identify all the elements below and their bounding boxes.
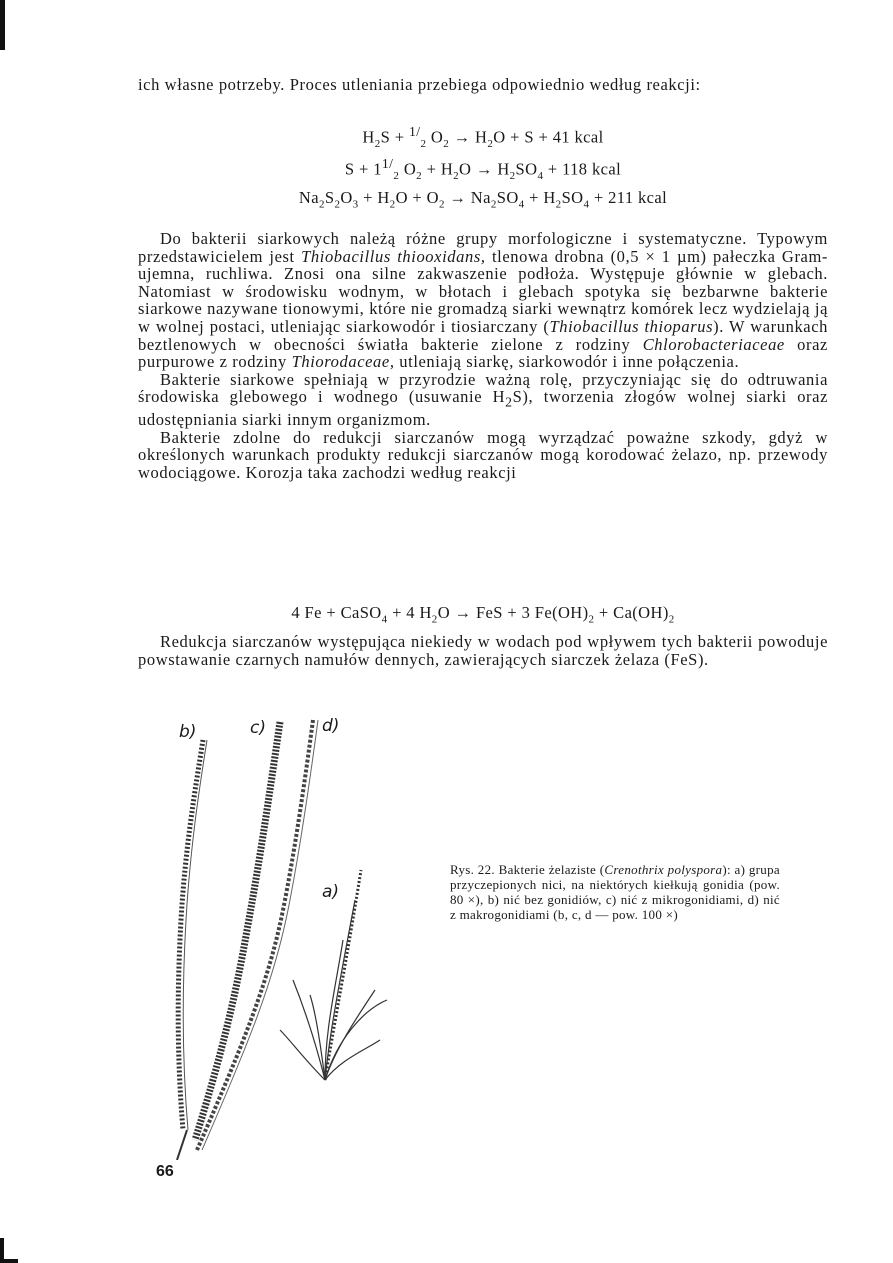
- label-c: c): [250, 718, 266, 738]
- paragraph-sulfur-bacteria: Do bakterii siarkowych należą różne grupy morfologiczne i systematyczne. Typowym przedstawicielem jest Thiobacillus thiooxidans, tlenowa drobna (0,5 × 1 µm) pałeczka Gram-ujemna, ruchliwa. Znosi ona silne zakwaszenie podłoża. Występuje głównie w glebach. Natomiast w środowisku wodnym, w błotach i glebach spotyka się bezbarwne bakterie siarkowe nazywane tionowymi, które nie gromadzą siarki wewnątrz komórek lecz wydzielają ją w wolnej postaci, utleniając siarkowodór i tiosiarczany (Thiobacillus thioparus). W warunkach beztlenowych w obecności światła bakterie zielone z rodziny Chlorobacteriaceae oraz purpurowe z rodziny Thiorodaceae, utleniają siarkę, siarkowodór i inne połączenia.: [138, 229, 828, 372]
- intro-paragraph: ich własne potrzeby. Proces utleniania przebiega odpowiednio według reakcji:: [138, 75, 701, 94]
- figure-crenothrix: [165, 710, 395, 1160]
- scan-edge-mark-bottom: [0, 1238, 18, 1263]
- body-text-lower: [138, 633, 828, 668]
- filament-c: [195, 722, 280, 1140]
- filament-base: [177, 1130, 187, 1160]
- filament-b: [178, 740, 203, 1130]
- scan-edge-mark-top: [0, 0, 5, 50]
- equation-3: $Na_2S_2O_3 + H_2O + O_2 \to Na_2SO_4 + H_2SO_4 + 211$ kcal: [298, 188, 668, 211]
- filament-d-edge: [202, 720, 318, 1150]
- filament-b-edge: [183, 740, 207, 1130]
- paragraph-sulfate-reduction: Bakterie zdolne do redukcji siarczanów mogą wyrządzać poważne szkody, gdyż w określonych warunkach produkty redukcji siarczanów mogą korodować żelazo, np. przewody wodociągowe. Korozja taka zachodzi według reakcji: [138, 427, 828, 483]
- equation-4: 4 Fe + CaSO$_4$ + 4 $H_2O$ → FeS + 3 $Fe(OH)_2 + Ca(OH)_2$: [291, 603, 675, 626]
- page-number: 66: [156, 1163, 174, 1180]
- label-b: b): [179, 722, 197, 742]
- figure-caption: Rys. 22. Bakterie żelaziste (Crenothrix polyspora): a) grupa przyczepionych nici, na niektórych kiełkują gonidia (pow. 80 ×), b) nić bez gonidiów, c) nić z mikrogonidiami, d) nić z makrogonidiami (b, c, d — pow. 100 ×): [450, 862, 780, 922]
- paragraph-sediments: Redukcja siarczanów występująca niekiedy w wodach pod wpływem tych bakterii powoduje powstawanie czarnych namułów dennych, zawierających siarczek żelaza (FeS).: [138, 632, 828, 669]
- body-text-upper: [138, 230, 828, 482]
- crenothrix-drawing: [165, 710, 395, 1160]
- equation-2: $S + 1^{1/}_2$ $O_2 + H_2O \to H_2SO_4 + 118$ kcal: [344, 156, 622, 182]
- paragraph-role: Bakterie siarkowe spełniają w przyrodzie ważną rolę, przyczyniając się do odtruwania środowiska glebowego i wodnego (usuwanie $H_2S$), tworzenia złogów wolnej siarki oraz udostępniania siarki innym organizmom.: [138, 369, 829, 430]
- label-d: d): [322, 716, 340, 736]
- equation-1: $H_2S + ^{1/}_2$ $O_2 \to H_2O + S + 41$ kcal: [362, 124, 604, 150]
- label-a: a): [322, 882, 340, 902]
